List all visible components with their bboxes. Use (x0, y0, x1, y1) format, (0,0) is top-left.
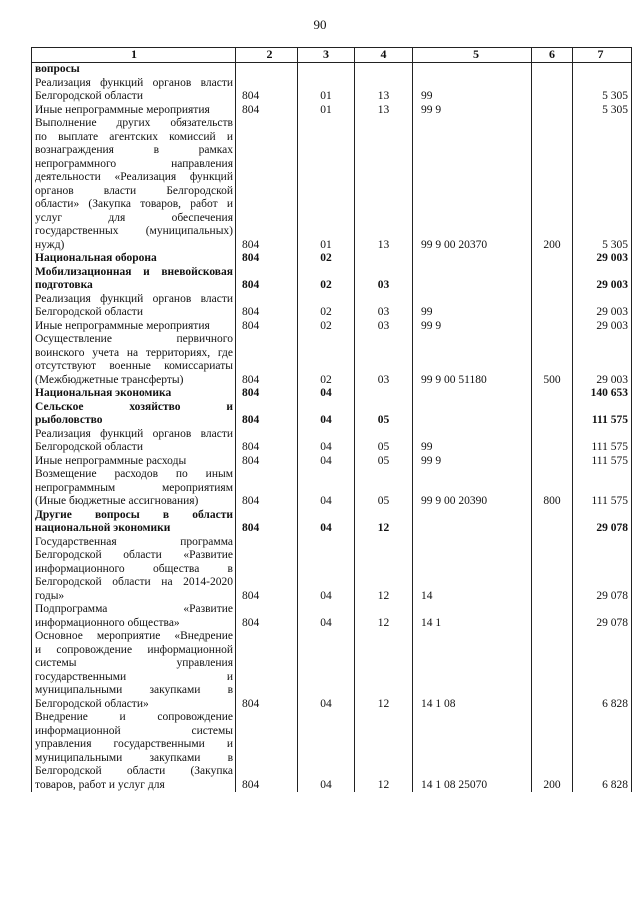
table-row (32, 104, 632, 118)
description-line: Мобилизационная и вневойсковая (35, 265, 233, 278)
table-row (32, 509, 632, 536)
row-description (32, 63, 236, 77)
code-subsection-cell: 05 (355, 468, 413, 509)
table-row (32, 401, 632, 428)
description-line: Белгородской области (35, 306, 143, 318)
amount-cell: 29 078 (573, 536, 632, 604)
code-target-cell: 99 9 (413, 104, 532, 118)
code-expense-type-cell (532, 387, 573, 401)
table-row (32, 63, 632, 77)
code-section-cell: 04 (298, 536, 355, 604)
code-subsection-cell: 12 (355, 711, 413, 792)
code-target-cell: 99 9 (413, 320, 532, 334)
code-ministry-cell (236, 63, 298, 77)
description-line: Национальная экономика (35, 387, 172, 399)
code-expense-type-cell (532, 603, 573, 630)
code-subsection-cell: 03 (355, 320, 413, 334)
code-expense-type-cell (532, 320, 573, 334)
code-section-cell: 04 (298, 387, 355, 401)
code-ministry-cell: 804 (236, 266, 298, 293)
table-row (32, 468, 632, 509)
description-line: товаров, работ и услуг для (35, 778, 165, 791)
code-target-cell: 99 (413, 428, 532, 455)
code-target-cell: 99 9 00 51180 (413, 333, 532, 387)
description-line: вопросы (35, 63, 80, 75)
code-ministry-cell: 804 (236, 117, 298, 252)
code-ministry-cell: 804 (236, 630, 298, 711)
amount-cell: 111 575 (573, 455, 632, 469)
amount-cell: 29 003 (573, 333, 632, 387)
code-expense-type-cell: 200 (532, 711, 573, 792)
code-subsection-cell: 05 (355, 401, 413, 428)
description-line: воинского учета на территориях, где (35, 346, 233, 359)
amount-cell: 29 078 (573, 509, 632, 536)
table-row (32, 320, 632, 334)
code-ministry-cell: 804 (236, 711, 298, 792)
code-subsection-cell: 12 (355, 536, 413, 604)
column-header: 1 (32, 48, 236, 63)
row-description (32, 104, 236, 118)
description-line: годы» (35, 589, 65, 602)
code-target-cell (413, 266, 532, 293)
description-line: Белгородской области (35, 90, 143, 102)
code-ministry-cell: 804 (236, 428, 298, 455)
code-section-cell: 04 (298, 630, 355, 711)
table-row (32, 536, 632, 604)
code-section-cell: 02 (298, 293, 355, 320)
code-expense-type-cell (532, 401, 573, 428)
description-line: Белгородской области «Развитие (35, 549, 233, 561)
column-header: 4 (355, 48, 413, 63)
description-line: Сельское хозяйство и (35, 400, 233, 413)
code-section-cell: 04 (298, 711, 355, 792)
description-line: непрограммным мероприятиям (35, 481, 233, 494)
table-row (32, 293, 632, 320)
code-target-cell: 99 (413, 77, 532, 104)
code-expense-type-cell (532, 293, 573, 320)
code-ministry-cell: 804 (236, 77, 298, 104)
row-description (32, 77, 236, 104)
description-line: по выплате агентских комиссий и (35, 130, 233, 143)
amount-cell: 29 003 (573, 293, 632, 320)
description-line: Белгородской области (35, 441, 143, 453)
column-header: 6 (532, 48, 573, 63)
code-target-cell (413, 63, 532, 77)
row-description (32, 711, 236, 792)
code-section-cell: 02 (298, 320, 355, 334)
description-line: подготовка (35, 279, 93, 291)
description-line: Реализация функций органов власти (35, 76, 233, 89)
table-row (32, 428, 632, 455)
code-ministry-cell: 804 (236, 320, 298, 334)
description-line: информационного общества в (35, 562, 233, 575)
description-line: государственными и (35, 670, 233, 683)
code-subsection-cell (355, 252, 413, 266)
code-target-cell (413, 401, 532, 428)
row-description (32, 117, 236, 252)
row-description (32, 293, 236, 320)
table-row (32, 711, 632, 792)
code-section-cell: 01 (298, 77, 355, 104)
column-header: 2 (236, 48, 298, 63)
description-line: Иные непрограммные расходы (35, 454, 187, 467)
code-target-cell (413, 387, 532, 401)
description-line: Иные непрограммные мероприятия (35, 103, 210, 116)
description-line: Другие вопросы в области (35, 508, 233, 521)
code-subsection-cell (355, 387, 413, 401)
code-subsection-cell: 12 (355, 630, 413, 711)
row-description (32, 401, 236, 428)
amount-cell: 29 078 (573, 603, 632, 630)
row-description (32, 387, 236, 401)
code-target-cell: 99 (413, 293, 532, 320)
row-description (32, 320, 236, 334)
table-row (32, 387, 632, 401)
code-target-cell: 14 1 (413, 603, 532, 630)
code-expense-type-cell: 500 (532, 333, 573, 387)
code-expense-type-cell (532, 63, 573, 77)
column-header: 5 (413, 48, 532, 63)
code-target-cell: 99 9 (413, 455, 532, 469)
amount-cell: 5 305 (573, 77, 632, 104)
code-subsection-cell: 12 (355, 509, 413, 536)
code-ministry-cell: 804 (236, 104, 298, 118)
description-line: (Межбюджетные трансферты) (35, 373, 184, 386)
amount-cell: 5 305 (573, 117, 632, 252)
description-line: отсутствуют военные комиссариаты (35, 360, 233, 372)
column-header: 7 (573, 48, 632, 63)
amount-cell: 29 003 (573, 320, 632, 334)
code-ministry-cell: 804 (236, 536, 298, 604)
description-line: Реализация функций органов власти (35, 292, 233, 305)
code-ministry-cell: 804 (236, 387, 298, 401)
row-description (32, 333, 236, 387)
description-line: системы управления (35, 657, 233, 669)
code-section-cell: 04 (298, 428, 355, 455)
code-section-cell: 04 (298, 603, 355, 630)
code-subsection-cell: 13 (355, 104, 413, 118)
code-target-cell: 14 (413, 536, 532, 604)
description-line: области» (Закупка товаров, работ и (35, 198, 233, 210)
code-expense-type-cell (532, 252, 573, 266)
code-target-cell (413, 252, 532, 266)
code-section-cell: 04 (298, 455, 355, 469)
description-line: Внедрение и сопровождение (35, 711, 233, 723)
code-section-cell: 02 (298, 252, 355, 266)
code-subsection-cell: 13 (355, 117, 413, 252)
code-expense-type-cell (532, 104, 573, 118)
code-expense-type-cell (532, 536, 573, 604)
row-description (32, 509, 236, 536)
description-line: и сопровождение информационной (35, 643, 233, 656)
amount-cell: 6 828 (573, 711, 632, 792)
code-subsection-cell: 13 (355, 77, 413, 104)
table-row (32, 455, 632, 469)
amount-cell: 29 003 (573, 252, 632, 266)
table-row (32, 630, 632, 711)
code-target-cell (413, 509, 532, 536)
code-target-cell: 14 1 08 (413, 630, 532, 711)
description-line: непрограммного направления (35, 157, 233, 170)
code-expense-type-cell: 200 (532, 117, 573, 252)
code-expense-type-cell (532, 630, 573, 711)
code-target-cell: 99 9 00 20390 (413, 468, 532, 509)
row-description (32, 455, 236, 469)
description-line: управления государственными и (35, 738, 233, 750)
table-row (32, 252, 632, 266)
description-line: Реализация функций органов власти (35, 427, 233, 440)
code-section-cell: 04 (298, 468, 355, 509)
code-expense-type-cell (532, 428, 573, 455)
row-description (32, 266, 236, 293)
amount-cell: 111 575 (573, 428, 632, 455)
description-line: Иные непрограммные мероприятия (35, 319, 210, 332)
amount-cell: 140 653 (573, 387, 632, 401)
code-ministry-cell: 804 (236, 509, 298, 536)
code-section-cell: 04 (298, 401, 355, 428)
description-line: Государственная программа (35, 535, 233, 548)
code-section-cell: 01 (298, 117, 355, 252)
description-line: рыболовство (35, 414, 103, 426)
code-ministry-cell: 804 (236, 468, 298, 509)
code-expense-type-cell (532, 266, 573, 293)
code-subsection-cell: 03 (355, 293, 413, 320)
code-ministry-cell: 804 (236, 293, 298, 320)
table-row (32, 333, 632, 387)
table-row (32, 117, 632, 252)
code-subsection-cell: 12 (355, 603, 413, 630)
budget-table (31, 47, 632, 792)
description-line: Выполнение других обязательств (35, 117, 233, 129)
code-ministry-cell: 804 (236, 252, 298, 266)
description-line: деятельности «Реализация функций (35, 171, 233, 183)
code-ministry-cell: 804 (236, 603, 298, 630)
code-expense-type-cell (532, 455, 573, 469)
amount-cell: 5 305 (573, 104, 632, 118)
code-ministry-cell: 804 (236, 401, 298, 428)
description-line: вознаграждения в рамках (35, 144, 233, 156)
code-section-cell (298, 63, 355, 77)
code-subsection-cell: 03 (355, 266, 413, 293)
amount-cell: 6 828 (573, 630, 632, 711)
amount-cell: 111 575 (573, 468, 632, 509)
description-line: Белгородской области на 2014-2020 (35, 576, 233, 588)
description-line: муниципальными закупками в (35, 684, 233, 696)
table-row (32, 266, 632, 293)
description-line: Подпрограмма «Развитие (35, 603, 233, 615)
header-row (32, 48, 632, 63)
row-description (32, 252, 236, 266)
table-row (32, 77, 632, 104)
description-line: информационного общества» (35, 616, 180, 629)
code-subsection-cell: 05 (355, 428, 413, 455)
row-description (32, 536, 236, 604)
code-expense-type-cell (532, 509, 573, 536)
description-line: Осуществление первичного (35, 333, 233, 345)
description-line: Белгородской области (Закупка (35, 765, 233, 777)
code-expense-type-cell (532, 77, 573, 104)
code-section-cell: 02 (298, 333, 355, 387)
code-subsection-cell (355, 63, 413, 77)
description-line: (Иные бюджетные ассигнования) (35, 495, 199, 507)
row-description (32, 603, 236, 630)
description-line: Основное мероприятие «Внедрение (35, 630, 233, 642)
description-line: нужд) (35, 238, 65, 251)
description-line: Белгородской области» (35, 697, 149, 710)
code-expense-type-cell: 800 (532, 468, 573, 509)
code-section-cell: 02 (298, 266, 355, 293)
code-subsection-cell: 03 (355, 333, 413, 387)
code-ministry-cell: 804 (236, 455, 298, 469)
table-body (32, 63, 632, 793)
table-row (32, 603, 632, 630)
column-header: 3 (298, 48, 355, 63)
amount-cell: 29 003 (573, 266, 632, 293)
code-target-cell: 14 1 08 25070 (413, 711, 532, 792)
description-line: органов власти Белгородской (35, 184, 233, 197)
code-ministry-cell: 804 (236, 333, 298, 387)
description-line: Возмещение расходов по иным (35, 468, 233, 480)
row-description (32, 630, 236, 711)
amount-cell: 111 575 (573, 401, 632, 428)
description-line: национальной экономики (35, 522, 171, 534)
description-line: информационной системы (35, 724, 233, 737)
code-target-cell: 99 9 00 20370 (413, 117, 532, 252)
code-section-cell: 04 (298, 509, 355, 536)
description-line: Национальная оборона (35, 252, 157, 264)
code-subsection-cell: 05 (355, 455, 413, 469)
page-number: 90 (313, 17, 327, 32)
description-line: услуг для обеспечения (35, 211, 233, 224)
description-line: государственных (муниципальных) (35, 225, 233, 237)
row-description (32, 468, 236, 509)
description-line: муниципальными закупками в (35, 751, 233, 764)
row-description (32, 428, 236, 455)
code-section-cell: 01 (298, 104, 355, 118)
amount-cell (573, 63, 632, 77)
